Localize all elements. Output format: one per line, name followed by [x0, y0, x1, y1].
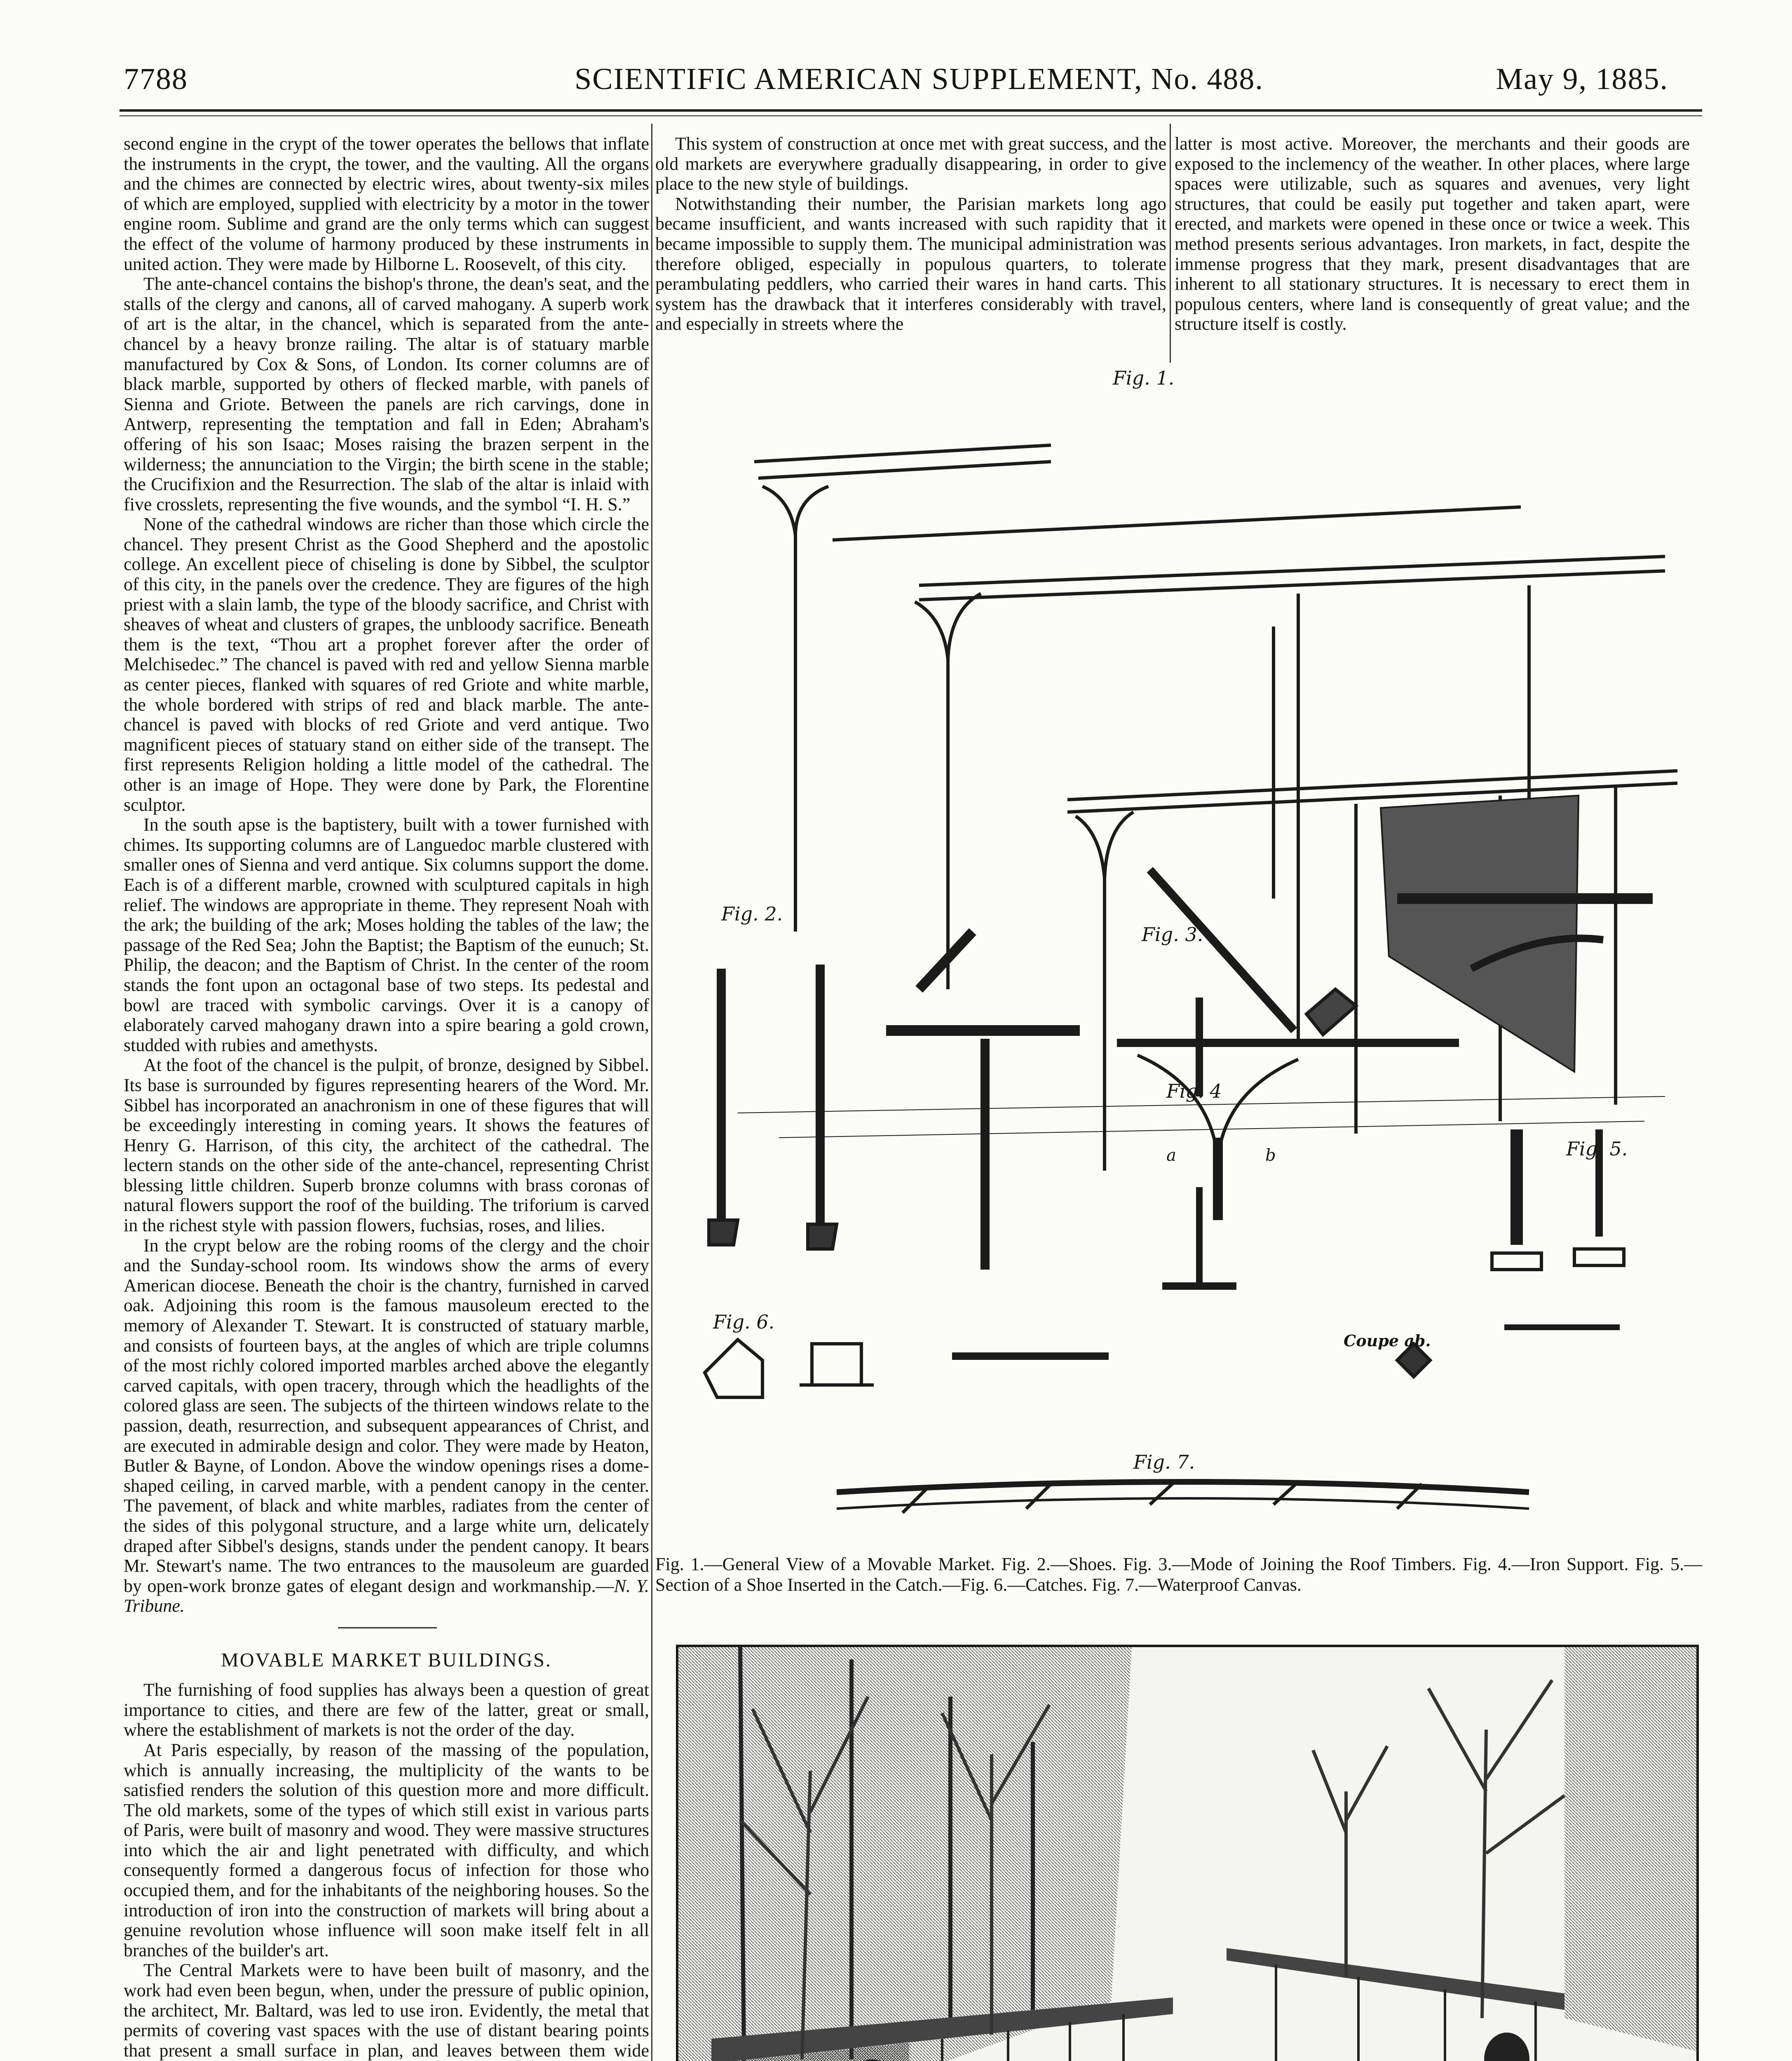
paragraph: This system of construction at once met with great success, and the old markets are everywhere gradually disappearing, in order to give place to the new style of buildings.: [655, 134, 1166, 194]
issue-date: May 9, 1885.: [1496, 62, 1668, 96]
paragraph: In the south apse is the baptistery, built with a tower furnished with chimes. Its supporting columns are of Languedoc marble clustered with smaller ones of Sienna and verd antique. Six columns support the dome. Each is of a different marble, crowned with sculptured capitals in high relief. The windows are appropriate in theme. They represent Noah with the ark; the building of the ark; Moses holding the tables of the law; the passage of the Red Sea; John the Baptist; the Baptism of the eunuch; St. Philip, the deacon; and the Baptism of Christ. In the center of the room stands the font upon an octagonal base of two steps. Its pedestal and bowl are traced with symbolic carvings. Over it is a canopy of elaborately carved mahogany drawn into a spire bearing a gold crown, studded with rubies and amethysts.: [124, 815, 649, 1055]
page-number: 7788: [124, 62, 188, 96]
engraving-scene: [678, 1647, 1696, 2061]
fig5-label: Fig. 5.: [1566, 1138, 1628, 1160]
publication-title: SCIENTIFIC AMERICAN SUPPLEMENT, No. 488.: [575, 62, 1264, 96]
fig4-label: Fig. 4: [1166, 1080, 1222, 1102]
article-column-2: [655, 134, 1166, 369]
paragraph: second engine in the crypt of the tower operates the bellows that inflate the instruments in the crypt, the tower, and the vaulting. All the organs and the chimes are connected by electric wires, about twenty-six miles of which are employed, supplied with electricity by a motor in the tower engine room. Sublime and grand are the only terms which can suggest the effect of the volume of harmony produced by these instruments in united action. They were made by Hilborne L. Roosevelt, of this city.: [124, 134, 649, 274]
fig1-canvas: [1381, 796, 1579, 1072]
paragraph: At Paris especially, by reason of the massing of the population, which is annually increasing, the multiplicity of the wants to be satisfied renders the solution of this question more and more difficult. The old markets, some of the types of which still exist in various parts of Paris, were built of masonry and wood. They were massive structures into which the air and light penetrated with difficulty, and which consequently formed a dangerous focus of infection for those who occupied them, and for the inhabitants of the neighboring houses. So the introduction of iron into the construction of markets will bring about a genuine revolution whose influence will soon make itself felt in all branches of the builder's art.: [124, 1739, 649, 1960]
paragraph: The Central Markets were to have been built of masonry, and the work had even been begun, when, under the pressure of public opinion, the architect, Mr. Baltard, was led to use iron. Evidently, the metal that permits of covering vast spaces with the use of distant bearing points that present a small surface in plan, and leaves between them wide: [124, 1960, 649, 2061]
paragraph: Notwithstanding their number, the Parisian markets long ago became insufficient, and wants increased with such rapidity that it became impossible to supply them. The municipal administration was therefore obliged, especially in populous quarters, to tolerate perambulating peddlers, who carried their wares in hand carts. This system has the drawback that it interferes considerably with travel, and especially in streets where the: [655, 193, 1166, 334]
header-rule-thin: [120, 115, 1702, 116]
paragraph: [124, 1236, 649, 1616]
article-column-3: [1175, 134, 1690, 369]
column-divider: [651, 124, 652, 2061]
fig7-label: Fig. 7.: [1133, 1451, 1195, 1473]
paragraph: The furnishing of food supplies has always been a question of great importance to cities, and there are few of the latter, great or small, where the establishment of markets is not the order of the day.: [124, 1680, 649, 1740]
paragraph: The ante-chancel contains the bishop's throne, the dean's seat, and the stalls of the clergy and canons, all of carved mahogany. A superb work of art is the altar, in the chancel, which is separated from the ante-chancel by a heavy bronze railing. The altar is of statuary marble manufactured by Cox & Sons, of London. Its corner columns are of black marble, supported by others of flecked marble, with panels of Sienna and Griote. Between the panels are rich carvings, done in Antwerp, representing the temptation and fall in Eden; Abraham's offering of his son Isaac; Moses raising the brazen serpent in the wilderness; the annunciation to the Virgin; the birth scene in the stable; the Crucifixion and the Resurrection. The slab of the altar is inlaid with five crosslets, representing the five wounds, and the symbol “I. H. S.”: [124, 274, 649, 514]
section-rule: [124, 1624, 649, 1632]
paragraph-text: In the crypt below are the robing rooms of the clergy and the choir and the Sunday-school room. Its windows show the arms of every American diocese. Beneath the choir is the chantry, furnished in carved oak. Adjoining this room is the famous mausoleum erected to the memory of Alexander T. Stewart. It is constructed of statuary marble, and consists of fourteen bays, at the angles of which are triple columns of the most richly colored imported marbles arched above the elegantly carved capitals, with open tracery, through which the headlights of the colored glass are seen. The subjects of the thirteen windows relate to the passion, death, resurrection, and subsequent appearances of Christ, and are executed in admirable design and color. They were made by Heaton, Butler & Bayne, of London. Above the window openings rises a dome-shaped ceiling, in carved marble, with a pendent canopy in the center. The pavement, of black and white marbles, radiates from the center of the sides of this polygonal structure, and a large white urn, delicately draped after Sibbel's designs, stands under the pendent canopy. It bears Mr. Stewart's name. The two entrances to the mausoleum are guarded by open-work bronze gates of elegant design and workmanship.—: [124, 1235, 649, 1596]
header-rule: [120, 109, 1702, 112]
label-b: b: [1265, 1146, 1276, 1165]
market-engraving: [676, 1645, 1699, 2061]
technical-drawings: [655, 363, 1702, 1550]
figure-caption: Fig. 1.—General View of a Movable Market. Fig. 2.—Shoes. Fig. 3.—Mode of Joining the Roof Timbers. Fig. 4.—Iron Support. Fig. 5.—Section of a Shoe Inserted in the Catch.—Fig. 6.—Catches. Fig. 7.—Waterproof Canvas.: [655, 1554, 1702, 1595]
fig3-label: Fig. 3.: [1142, 923, 1203, 946]
paragraph: latter is most active. Moreover, the merchants and their goods are exposed to the inclemency of the weather. In other places, where large spaces were utilizable, such as squares and avenues, very light structures, that could be easily put together and taken apart, were erected, and markets were opened in these once or twice a week. This method presents serious advantages. Iron markets, in fact, despite the immense progress that they mark, present disadvantages that are inherent to all stationary structures. It is necessary to erect them in populous centers, where land is consequently of great value; and the structure itself is costly.: [1175, 134, 1690, 334]
column-divider: [1170, 124, 1171, 363]
section-title: MOVABLE MARKET BUILDINGS.: [221, 1649, 552, 1671]
article-column-1: [124, 134, 649, 2061]
coupe-label: Coupe ab.: [1344, 1331, 1431, 1350]
technical-figures: [655, 363, 1702, 1550]
paragraph: None of the cathedral windows are richer than those which circle the chancel. They present Christ as the Good Shepherd and the apostolic college. An excellent piece of chiseling is done by Sibbel, the sculptor of this city, in the panels over the credence. They are figures of the high priest with a slain lamb, the type of the bloody sacrifice, and Christ with sheaves of wheat and clusters of grapes, the unbloody sacrifice. Beneath them is the text, “Thou art a prophet forever after the order of Melchisedec.” The chancel is paved with red and yellow Sienna marble as center pieces, flanked with squares of red Griote and white marble, the whole bordered with strips of red and black marble. The ante-chancel is paved with blocks of red Griote and verd antique. Two magnificent pieces of statuary stand on either side of the transept. The first represents Religion holding a little model of the cathedral. The other is an image of Hope. They were done by Park, the Florentine sculptor.: [124, 514, 649, 815]
fig1-label: Fig. 1.: [1113, 367, 1175, 389]
paragraph: At the foot of the chancel is the pulpit, of bronze, designed by Sibbel. Its base is surrounded by figures representing hearers of the Word. Mr. Sibbel has incorporated an anachronism in one of these figures that will be exceedingly interesting in coming years. It shows the features of Henry G. Harrison, of this city, the architect of the cathedral. The lectern stands on the other side of the ante-chancel, representing Christ blessing little children. Superb bronze columns with brass coronas of natural flowers support the roof of the building. The triforium is carved in the richest style with passion flowers, fuchsias, roses, and lilies.: [124, 1055, 649, 1236]
label-a: a: [1166, 1146, 1176, 1165]
fig2-label: Fig. 2.: [721, 903, 783, 925]
fig6-label: Fig. 6.: [713, 1311, 775, 1333]
source-signature: N. Y. Tribune.: [124, 1575, 649, 1616]
